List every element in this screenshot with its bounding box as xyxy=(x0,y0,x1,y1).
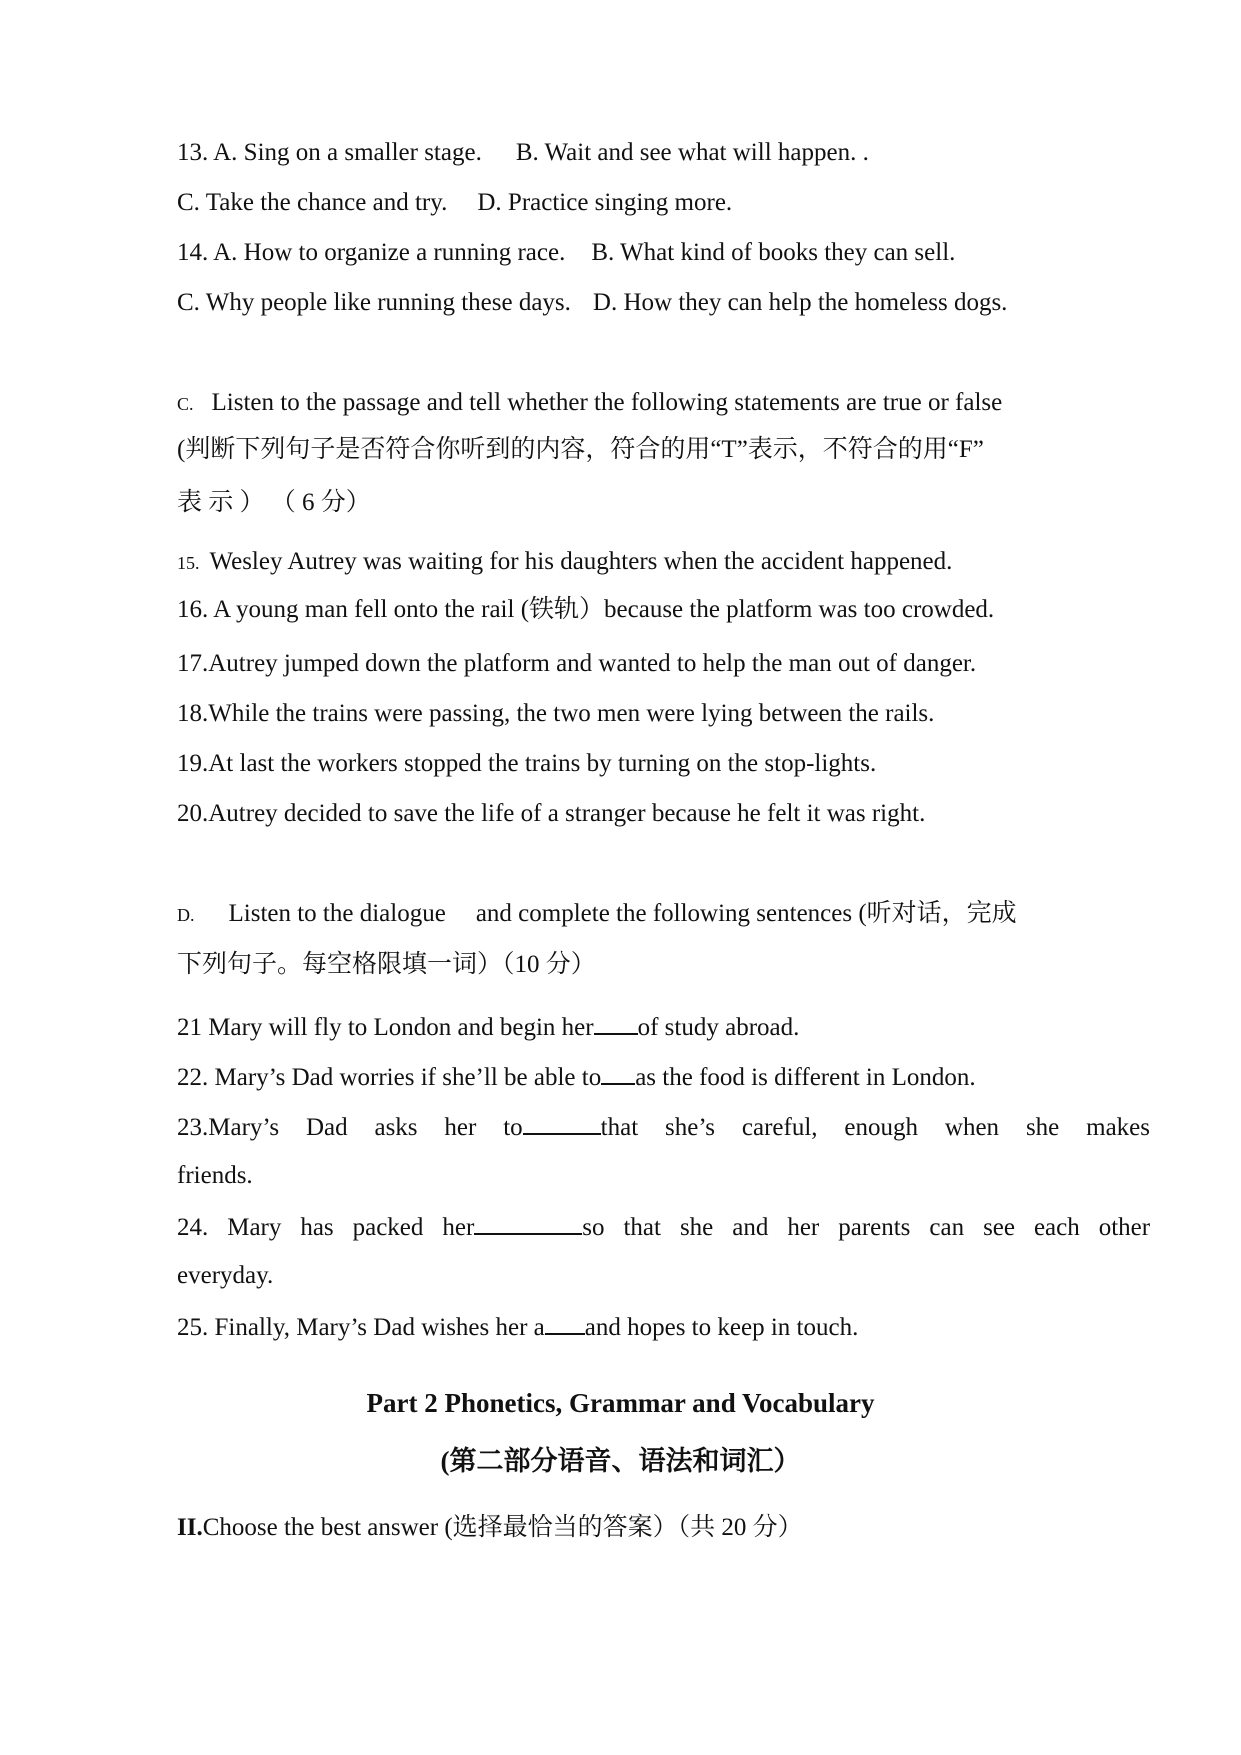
fill-24-before: 24. Mary has packed her xyxy=(177,1214,475,1241)
fill-21 xyxy=(177,1013,799,1040)
q14-line1 xyxy=(177,240,955,265)
fill-23-word: she xyxy=(1025,1114,1060,1141)
statement-15-number: 15. xyxy=(177,553,200,573)
fill-22-after: as the food is different in London. xyxy=(635,1064,976,1091)
section-c-letter: C. xyxy=(177,394,194,414)
fill-21-blank[interactable] xyxy=(594,1013,638,1035)
q13-line2 xyxy=(177,190,732,215)
section-c-line1: Listen to the passage and tell whether the following statements are true or false xyxy=(211,389,1003,416)
part2-title: Part 2 Phonetics, Grammar and Vocabulary xyxy=(366,1388,875,1418)
fill-24-word: that xyxy=(623,1214,661,1241)
fill-24-word: her xyxy=(787,1214,820,1241)
q14-option-b: B. What kind of books they can sell. xyxy=(591,239,956,266)
fill-22 xyxy=(177,1063,976,1090)
statement-18: 18.While the trains were passing, the two men were lying between the rails. xyxy=(177,700,935,727)
fill-23-word: that xyxy=(600,1114,639,1141)
fill-24-word: she xyxy=(679,1214,714,1241)
statement-20: 20.Autrey decided to save the life of a stranger because he felt it was right. xyxy=(177,800,926,827)
section-d-line1a: Listen to the dialogue xyxy=(228,900,446,927)
fill-23-word: makes xyxy=(1086,1114,1151,1141)
statement-19: 19.At last the workers stopped the trains by turning on the stop-lights. xyxy=(177,750,877,777)
q14-option-c: C. Why people like running these days. xyxy=(177,289,571,316)
fill-23-blank[interactable] xyxy=(523,1113,601,1135)
fill-23-word: when xyxy=(944,1114,1000,1141)
section-d-instruction xyxy=(177,901,1017,926)
q13-option-b: B. Wait and see what will happen. . xyxy=(515,139,869,166)
q14-option-d: D. How they can help the homeless dogs. xyxy=(592,289,1008,316)
fill-24-word: other xyxy=(1098,1214,1151,1241)
statement-17: 17.Autrey jumped down the platform and wanted to help the man out of danger. xyxy=(177,650,977,677)
section-c-instruction xyxy=(177,390,1002,415)
section-c-line2: (判断下列句子是否符合你听到的内容，符合的用“T”表示，不符合的用“F” xyxy=(177,436,984,463)
q13-line1 xyxy=(177,140,869,165)
fill-24-line2: everyday. xyxy=(177,1262,274,1289)
q13-option-d: D. Practice singing more. xyxy=(477,189,733,216)
fill-23-line2: friends. xyxy=(177,1162,253,1189)
fill-24-word: see each xyxy=(983,1214,1080,1241)
fill-24-blank[interactable] xyxy=(474,1213,582,1235)
fill-22-before: 22. Mary’s Dad worries if she’ll be able to xyxy=(177,1064,602,1091)
fill-24-word: and xyxy=(732,1214,769,1241)
fill-25-before: 25. Finally, Mary’s Dad wishes her a xyxy=(177,1314,545,1341)
fill-22-blank[interactable] xyxy=(601,1063,635,1085)
section-ii-text: Choose the best answer (选择最恰当的答案）（共 20 分） xyxy=(202,1514,803,1541)
section-ii-heading xyxy=(177,1515,803,1540)
fill-25 xyxy=(177,1313,858,1340)
statement-15 xyxy=(177,549,952,574)
fill-23-word: careful, xyxy=(741,1114,818,1141)
fill-24-word: so xyxy=(582,1214,605,1241)
fill-21-after: of study abroad. xyxy=(637,1014,800,1041)
fill-23-before: 23.Mary’s Dad asks her to xyxy=(177,1114,523,1141)
section-d-line1b: and complete the following sentences (听对话，完成 xyxy=(475,900,1017,927)
section-c-line3: 表 示 ） （ 6 分） xyxy=(177,489,371,516)
fill-23-line1 xyxy=(177,1113,1150,1140)
fill-24-line1 xyxy=(177,1213,1150,1240)
statement-15-text: Wesley Autrey was waiting for his daughters when the accident happened. xyxy=(209,548,953,575)
fill-25-blank[interactable] xyxy=(545,1313,585,1335)
q13-option-c: C. Take the chance and try. xyxy=(177,189,448,216)
fill-25-after: and hopes to keep in touch. xyxy=(584,1314,859,1341)
fill-23-word: enough xyxy=(844,1114,919,1141)
fill-24-word: can xyxy=(929,1214,965,1241)
section-ii-number: II. xyxy=(177,1514,203,1541)
q14-line2 xyxy=(177,290,1007,315)
q14-option-a: 14. A. How to organize a running race. xyxy=(177,239,566,266)
part2-subtitle: (第二部分语音、语法和词汇） xyxy=(440,1446,801,1476)
fill-21-before: 21 Mary will fly to London and begin her xyxy=(177,1014,594,1041)
fill-24-word: parents xyxy=(838,1214,911,1241)
section-d-letter: D. xyxy=(177,905,195,925)
q13-option-a: 13. A. Sing on a smaller stage. xyxy=(177,139,482,166)
statement-16: 16. A young man fell onto the rail (铁轨）because the platform was too crowded. xyxy=(177,596,995,623)
fill-23-word: she’s xyxy=(665,1114,716,1141)
section-d-line2: 下列句子。每空格限填一词）（10 分） xyxy=(177,951,596,978)
